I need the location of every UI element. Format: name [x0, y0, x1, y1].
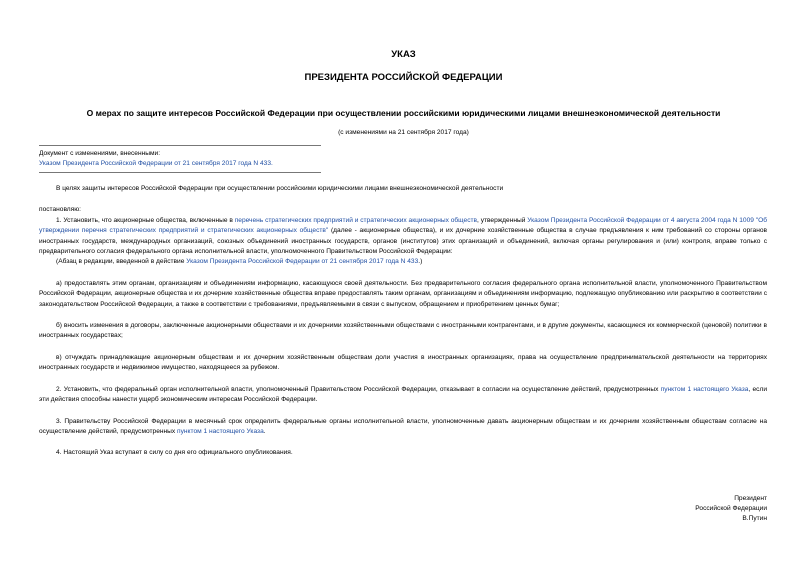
point-1-link-2[interactable]: пунктом 1 настоящего Указа: [177, 427, 264, 435]
paragraph-1: 1. Установить, что акционерные общества, включенные в перечень стратегических предприятий и стратегических акционерных обществ, утвержденный Указом Президента Российской Федерации от 4 августа 2004 года N 1009 "Об утверждении перечня стратегических предприятий и стратегических акционерных обществ" (далее - акционерные общества), и их дочерние хозяйственные общества в случае предъявления к ним требований со стороны органов иностранных государств, международных организаций, союзных объединений иностранных государств, органов (институтов) этих организаций и объединений, включая органы регулирования и (или) контроля, вправе только с предварительного согласия федерального органа исполнительной власти, уполномоченного Правительством Российской Федерации:: [39, 216, 768, 256]
point-1-link[interactable]: пунктом 1 настоящего Указа: [660, 385, 749, 393]
signature-block: [695, 494, 767, 524]
changes-label: Документ с изменениями, внесенными:: [39, 150, 161, 157]
divider-bottom: [39, 172, 321, 173]
paragraph-b: б) вносить изменения в договоры, заключенные акционерными обществами и их дочерними хозяйственными обществами с иностранными контрагентами, и в другие документы, касающиеся их коммерческой (ценовой) политики в иностранных государствах;: [39, 322, 767, 340]
document-subtitle: ПРЕЗИДЕНТА РОССИЙСКОЙ ФЕДЕРАЦИИ: [304, 72, 503, 83]
revision-note: (с изменениями на 21 сентября 2017 года): [338, 129, 469, 136]
decree-1009-link[interactable]: Указом Президента Российской Федерации от 4 августа 2004 года N 1009 "Об утверждении перечня стратегических предприятий и стратегических акционерных обществ": [39, 216, 768, 235]
paragraph-1-note: (Абзац в редакции, введенной в действие Указом Президента Российской Федерации от 21 сентября 2017 года N 433.): [56, 258, 423, 266]
paragraph-4: 4. Настоящий Указ вступает в силу со дня его официального опубликования.: [56, 449, 293, 457]
signature-name: В.Путин: [742, 515, 767, 522]
document-body: [39, 184, 767, 459]
strategic-list-link[interactable]: перечень стратегических предприятий и стратегических акционерных обществ: [234, 216, 478, 224]
amendment-link[interactable]: Указом Президента Российской Федерации от 21 сентября 2017 года N 433.: [39, 159, 273, 167]
changes-box: [39, 149, 321, 168]
paragraph-3: 3. Правительству Российской Федерации в месячный срок определить федеральные органы исполнительной власти, уполномоченные давать акционерным обществам и их дочерним хозяйственным обществам согласие на осуществление действий, предусмотренных пунктом 1 настоящего Указа.: [39, 417, 767, 435]
paragraph-2: 2. Установить, что федеральный орган исполнительной власти, уполномоченный Правительством Российской Федерации, отказывает в согласии на осуществление действий, предусмотренных пунктом 1 настоящего Указа, если эти действия способны нанести ущерб экономическим интересам Российской Федерации.: [39, 385, 767, 404]
decree-word: постановляю:: [39, 206, 82, 214]
divider-top: [39, 145, 321, 146]
document-title: УКАЗ: [391, 49, 416, 60]
preamble: В целях защиты интересов Российской Федерации при осуществлении российскими юридическими лицами внешнеэкономической деятельности: [56, 185, 504, 192]
decree-433-link[interactable]: Указом Президента Российской Федерации от 21 сентября 2017 года N 433: [186, 258, 419, 266]
signature-country: Российской Федерации: [695, 505, 767, 512]
document-heading: О мерах по защите интересов Российской Федерации при осуществлении российскими юридическими лицами внешнеэкономической деятельности: [86, 108, 721, 118]
signature-title: Президент: [734, 495, 767, 502]
paragraph-a: а) предоставлять этим органам, организациям и объединениям информацию, касающуюся своей деятельности. Без предварительного согласия федерального органа исполнительной власти, уполномоченного Правительством Российской Федерации, акционерные общества и их дочерние хозяйственные общества вправе предоставлять таким органам, организациям и объединениям информацию, подлежащую опубликованию или раскрытию в соответствии с законодательством Российской Федерации, а также в соответствии с требованиями, предъявляемыми в связи с выпуском, обращением и приобретением ценных бумаг;: [39, 279, 767, 308]
paragraph-v: в) отчуждать принадлежащие акционерным обществам и их дочерним хозяйственным обществам доли участия в иностранных организациях, права на осуществление предпринимательской деятельности на территориях иностранных государств и недвижимое имущество, находящееся за рубежом.: [39, 353, 767, 372]
